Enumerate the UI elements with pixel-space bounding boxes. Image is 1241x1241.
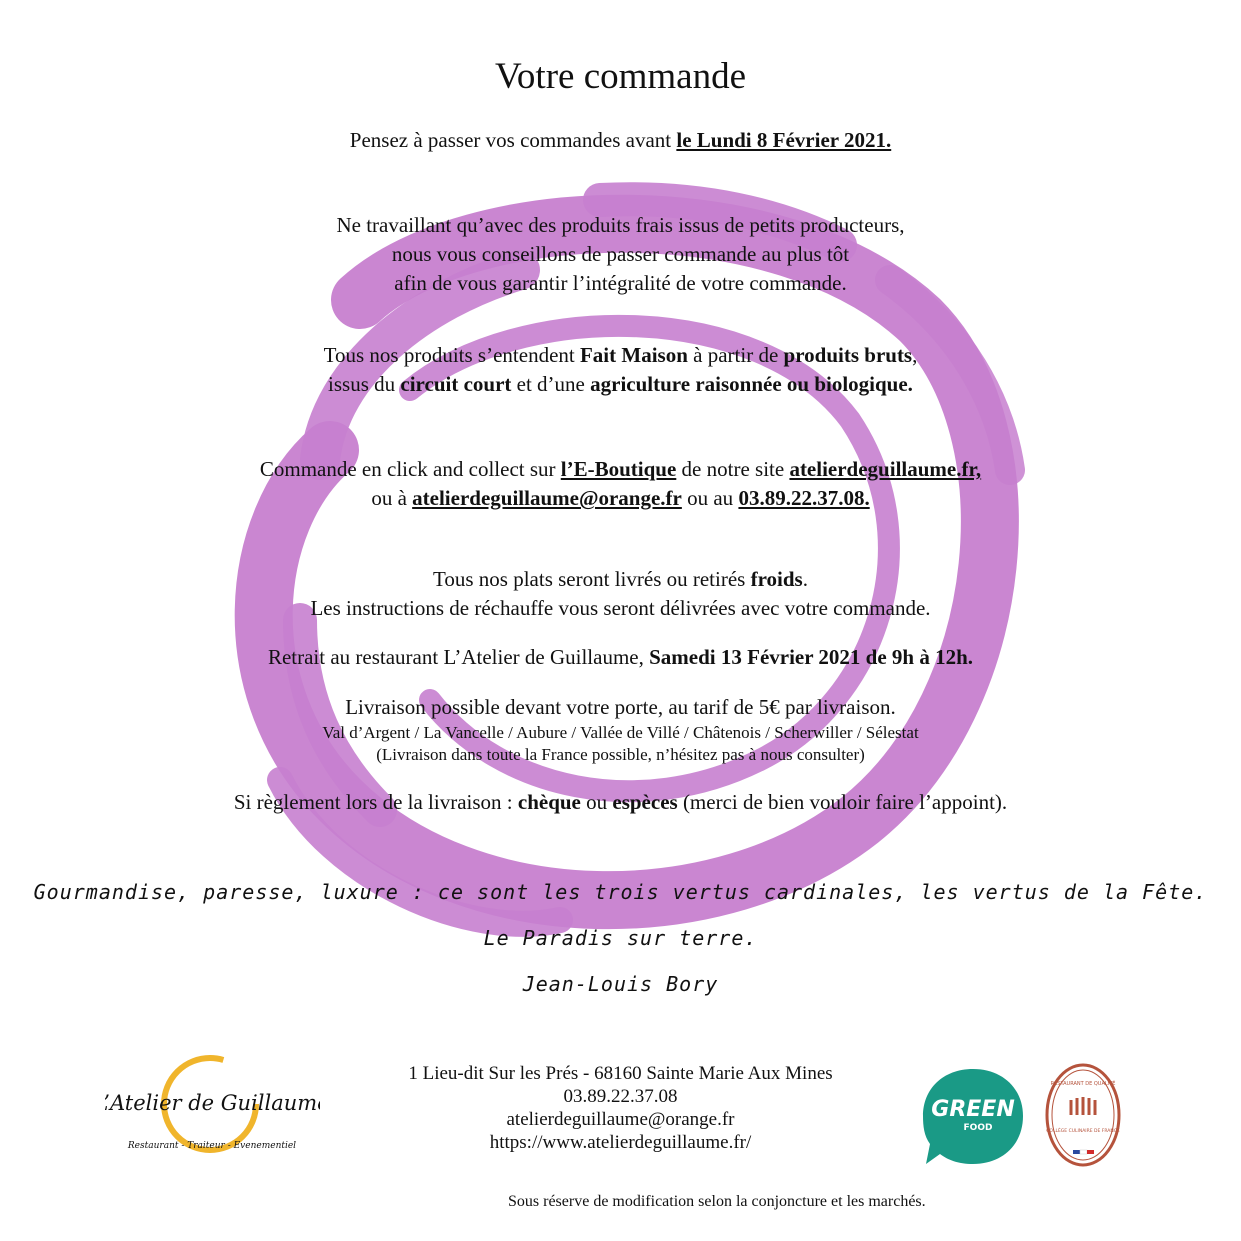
fresh-paragraph <box>0 211 1241 298</box>
homemade-text: issus du <box>328 372 401 396</box>
homemade-paragraph <box>0 341 1241 399</box>
college-culinaire-icon <box>1043 1060 1123 1170</box>
fresh-line-3: afin de vous garantir l’intégralité de votre commande. <box>394 271 847 295</box>
pickup-text: Retrait au restaurant L’Atelier de Guillaume, <box>267 645 650 669</box>
payment-text: ou <box>580 790 613 814</box>
cold-text: . <box>802 567 808 591</box>
college-bottom-text: COLLÈGE CULINAIRE DE FRANCE <box>1046 1129 1120 1134</box>
payment-text: Si règlement lors de la livraison : <box>233 790 518 814</box>
order-line-2 <box>0 484 1241 513</box>
eboutique-link[interactable]: l’E-Boutique <box>560 457 677 481</box>
quote-line-2: Le Paradis sur terre. <box>483 926 758 950</box>
payment-line <box>0 788 1241 817</box>
delivery-line-1: Livraison possible devant votre porte, au tarif de 5€ par livraison. <box>345 695 896 719</box>
footer-email[interactable]: atelierdeguillaume@orange.fr <box>506 1109 735 1130</box>
circuit-court-text: circuit court <box>400 372 512 396</box>
order-line-1 <box>0 455 1241 484</box>
cold-text: Tous nos plats seront livrés ou retirés <box>433 567 751 591</box>
footer-phone: 03.89.22.37.08 <box>563 1086 678 1107</box>
phone-link[interactable]: 03.89.22.37.08. <box>738 486 870 510</box>
agriculture-text: agriculture raisonnée ou biologique. <box>590 372 913 396</box>
order-text: de notre site <box>676 457 790 481</box>
fait-maison-text: Fait Maison <box>579 343 688 367</box>
college-top-text: RESTAURANT DE QUALITÉ <box>1050 1081 1116 1087</box>
footer-address: 1 Lieu-dit Sur les Prés - 68160 Sainte Marie Aux Mines <box>408 1063 833 1084</box>
homemade-line-1 <box>0 341 1241 370</box>
delivery-line-3: (Livraison dans toute la France possible, n’hésitez pas à nous consulter) <box>376 745 865 764</box>
cold-line-2: Les instructions de réchauffe vous seront délivrées avec votre commande. <box>310 596 931 620</box>
delivery-line-2: Val d’Argent / La Vancelle / Aubure / Vallée de Villé / Châtenois / Scherwiller / Sélestat <box>322 723 919 742</box>
disclaimer-text: Sous réserve de modification selon la conjoncture et les marchés. <box>508 1193 926 1210</box>
delivery-paragraph <box>0 693 1241 766</box>
produits-bruts-text: produits bruts <box>783 343 913 367</box>
payment-text: (merci de bien vouloir faire l’appoint). <box>677 790 1008 814</box>
quote-line-1: Gourmandise, paresse, luxure : ce sont les trois vertus cardinales, les vertus de la Fête. <box>33 880 1208 904</box>
green-text: GREEN <box>931 1097 1015 1122</box>
college-culinaire-logo <box>1043 1060 1123 1170</box>
cold-line-1 <box>0 565 1241 594</box>
cold-paragraph <box>0 565 1241 623</box>
page-title: Votre commande <box>494 56 747 97</box>
homemade-text: à partir de <box>687 343 784 367</box>
atelier-tagline: Restaurant - Traiteur - Evenementiel <box>127 1141 297 1151</box>
footer-website[interactable]: https://www.atelierdeguillaume.fr/ <box>489 1132 752 1153</box>
pickup-line <box>0 643 1241 672</box>
especes-text: espèces <box>612 790 678 814</box>
froids-text: froids <box>750 567 803 591</box>
fresh-line-2: nous vous conseillons de passer commande au plus tôt <box>391 242 850 266</box>
homemade-text: et d’une <box>511 372 591 396</box>
deadline-prefix: Pensez à passer vos commandes avant <box>349 128 677 152</box>
atelier-name: L’Atelier de Guillaume <box>105 1091 320 1115</box>
homemade-text: Tous nos produits s’entendent <box>323 343 580 367</box>
deadline-line <box>0 126 1241 155</box>
order-text: ou au <box>681 486 739 510</box>
atelier-logo-icon <box>105 1052 320 1167</box>
cheque-text: chèque <box>517 790 581 814</box>
fresh-line-1: Ne travaillant qu’avec des produits frais issus de petits producteurs, <box>336 213 905 237</box>
homemade-text: , <box>912 343 918 367</box>
quote-author: Jean-Louis Bory <box>522 972 719 996</box>
homemade-line-2 <box>0 370 1241 399</box>
food-text: FOOD <box>963 1123 993 1133</box>
order-text: Commande en click and collect sur <box>259 457 561 481</box>
pickup-date: Samedi 13 Février 2021 de 9h à 12h. <box>649 645 974 669</box>
deadline-date: le Lundi 8 Février 2021. <box>676 128 892 152</box>
email-link[interactable]: atelierdeguillaume@orange.fr <box>412 486 682 510</box>
atelier-logo <box>105 1052 320 1167</box>
green-food-logo <box>918 1064 1028 1170</box>
order-text: ou à <box>371 486 413 510</box>
website-link[interactable]: atelierdeguillaume.fr, <box>789 457 982 481</box>
green-food-icon <box>918 1064 1028 1170</box>
order-paragraph <box>0 455 1241 513</box>
